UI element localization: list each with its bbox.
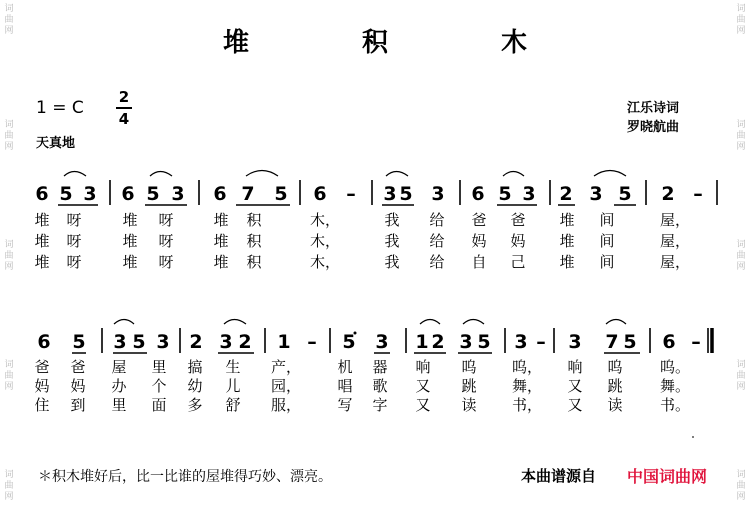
lyric: 书。 (660, 396, 691, 414)
note-dash: – (693, 183, 703, 205)
lyric: 住 (34, 396, 50, 414)
note-dash: – (346, 183, 356, 205)
lyric: 读 (461, 396, 477, 414)
lyric: 呀 (158, 211, 174, 229)
note: 5 (498, 183, 512, 205)
lyric: 呀 (66, 232, 82, 250)
notes-line-1 (0, 181, 750, 207)
note: 6 (471, 183, 485, 205)
lyric: 响 (567, 358, 583, 376)
lyric: 读 (607, 396, 623, 414)
lyric: 屋， (660, 253, 691, 271)
lyric: 器 (372, 358, 388, 376)
lyric: 堆 (559, 253, 575, 271)
note: 6 (213, 183, 227, 205)
lyric: 里 (111, 396, 127, 414)
lyric: 爸 (34, 358, 50, 376)
lyric: 给 (429, 253, 445, 271)
note: 3 (156, 331, 170, 353)
lyric: 木， (310, 232, 341, 250)
note: 3 (219, 331, 233, 353)
lyric: 又 (415, 396, 431, 414)
lyric: 间 (599, 253, 615, 271)
note: 3 (459, 331, 473, 353)
note: 7 (241, 183, 255, 205)
note: 3 (431, 183, 445, 205)
watermark-right-1: 词 曲 网 (736, 4, 746, 36)
note: 6 (662, 331, 676, 353)
lyric: 堆 (213, 232, 229, 250)
lyric: 木， (310, 211, 341, 229)
lyric: 机 (337, 358, 353, 376)
lyric: 响 (415, 358, 431, 376)
site-link[interactable]: 中国词曲网 (627, 467, 708, 486)
lyric: 生 (225, 358, 241, 376)
note: 5 (59, 183, 73, 205)
lyric: 字 (372, 396, 388, 414)
lyric: 爸 (510, 211, 526, 229)
lyric: 间 (599, 232, 615, 250)
lyric: 堆 (559, 211, 575, 229)
note: 5 (342, 331, 356, 353)
lyric: 园， (271, 377, 302, 395)
note: 1 (277, 331, 291, 353)
lyric: 多 (187, 396, 203, 414)
source-label: 本曲谱源自 (521, 467, 597, 485)
note: 2 (189, 331, 203, 353)
note: 3 (514, 331, 528, 353)
lyric: 积 (246, 211, 262, 229)
lyric: 呀 (158, 232, 174, 250)
note: 2 (238, 331, 252, 353)
note: 5 (132, 331, 146, 353)
note: 5 (72, 331, 86, 353)
lyric: 积 (246, 253, 262, 271)
lyric: 我 (384, 211, 400, 229)
note: 6 (313, 183, 327, 205)
lyric: 呜。 (660, 358, 691, 376)
lyric: 幼 (187, 377, 203, 395)
lyric: 又 (415, 377, 431, 395)
lyric: 屋， (660, 211, 691, 229)
note: 3 (568, 331, 582, 353)
lyric: 妈 (510, 232, 526, 250)
lyric: 书， (512, 396, 543, 414)
lyric: 我 (384, 232, 400, 250)
lyric: 呀 (66, 253, 82, 271)
lyric: 唱 (337, 377, 353, 395)
lyric: 里 (151, 358, 167, 376)
note: 3 (589, 183, 603, 205)
note: 6 (121, 183, 135, 205)
lyric: 妈 (70, 377, 86, 395)
lyric: 儿 (225, 377, 241, 395)
lyric: 爸 (471, 211, 487, 229)
song-title: 堆 积 木 (222, 28, 580, 58)
lyric: 堆 (122, 232, 138, 250)
lyric: 堆 (559, 232, 575, 250)
note: 2 (661, 183, 675, 205)
lyric: 积 (246, 232, 262, 250)
lyric: 舒 (225, 396, 241, 414)
note: 2 (431, 331, 445, 353)
watermark-left-3: 词 曲 网 (4, 240, 14, 272)
lyric: 堆 (34, 211, 50, 229)
lyric: 堆 (34, 232, 50, 250)
lyric: 跳 (607, 377, 623, 395)
lyric: 跳 (461, 377, 477, 395)
watermark-left-2: 词 曲 网 (4, 120, 14, 152)
lyric: 爸 (70, 358, 86, 376)
lyric: 产， (271, 358, 302, 376)
lyric: 又 (567, 396, 583, 414)
lyric: 堆 (122, 211, 138, 229)
lyric: 呀 (66, 211, 82, 229)
lyric: 办 (111, 377, 127, 395)
lyric: 木， (310, 253, 341, 271)
lyric: 妈 (471, 232, 487, 250)
lyric: 面 (151, 396, 167, 414)
note: 6 (37, 331, 51, 353)
lyric: 又 (567, 377, 583, 395)
time-signature-bottom: 4 (118, 110, 130, 128)
lyric: 呜 (607, 358, 623, 376)
note: 3 (113, 331, 127, 353)
tempo-marking: 天真地 (36, 136, 76, 151)
lyric: 间 (599, 211, 615, 229)
watermark-right-4: 词 曲 网 (736, 360, 746, 392)
notes-line-2 (0, 329, 750, 355)
note-dash: – (307, 331, 317, 353)
lyric: 呜 (461, 358, 477, 376)
lyric: 呜， (512, 358, 543, 376)
note: 3 (375, 331, 389, 353)
note: 5 (618, 183, 632, 205)
lyric: 妈 (34, 377, 50, 395)
note: 5 (274, 183, 288, 205)
note: 6 (35, 183, 49, 205)
lyric: 我 (384, 253, 400, 271)
lyric: 给 (429, 211, 445, 229)
note: 2 (559, 183, 573, 205)
lyricist-credit: 江乐诗词 (627, 101, 680, 116)
watermark-right-3: 词 曲 网 (736, 240, 746, 272)
lyric: 屋 (111, 358, 127, 376)
lyric: 服， (271, 396, 302, 414)
note: 5 (623, 331, 637, 353)
lyric: 写 (337, 396, 353, 414)
note: 5 (146, 183, 160, 205)
watermark-left-5: 词 曲 网 (4, 470, 14, 502)
note: 3 (83, 183, 97, 205)
lyric: 堆 (213, 253, 229, 271)
watermark-left-1: 词 曲 网 (4, 4, 14, 36)
watermark-left-4: 词 曲 网 (4, 360, 14, 392)
key-signature: 1 = C (36, 98, 84, 118)
note: 5 (399, 183, 413, 205)
lyric: 屋， (660, 232, 691, 250)
note: 3 (522, 183, 536, 205)
lyric: 给 (429, 232, 445, 250)
lyric: 舞。 (660, 377, 691, 395)
lyric: 到 (70, 396, 86, 414)
watermark-right-2: 词 曲 网 (736, 120, 746, 152)
lyric: 舞， (512, 377, 543, 395)
note-dash: – (691, 331, 701, 353)
lyric: 堆 (122, 253, 138, 271)
lyric: 搞 (187, 358, 203, 376)
lyric: 个 (151, 377, 167, 395)
time-signature-top: 2 (118, 88, 130, 106)
lyric: 自 (471, 253, 487, 271)
note: 5 (477, 331, 491, 353)
footnote: ＊积木堆好后，比一比谁的屋堆得巧妙、漂亮。 (38, 469, 332, 485)
note-dash: – (536, 331, 546, 353)
note: 1 (415, 331, 429, 353)
lyric: 呀 (158, 253, 174, 271)
lyric: 堆 (213, 211, 229, 229)
lyric: 堆 (34, 253, 50, 271)
lyric: 己 (510, 253, 526, 271)
note: 7 (605, 331, 619, 353)
note: 3 (171, 183, 185, 205)
composer-credit: 罗晓航曲 (627, 120, 680, 135)
lyric: 歌 (372, 377, 388, 395)
watermark-right-5: 词 曲 网 (736, 470, 746, 502)
note: 3 (383, 183, 397, 205)
